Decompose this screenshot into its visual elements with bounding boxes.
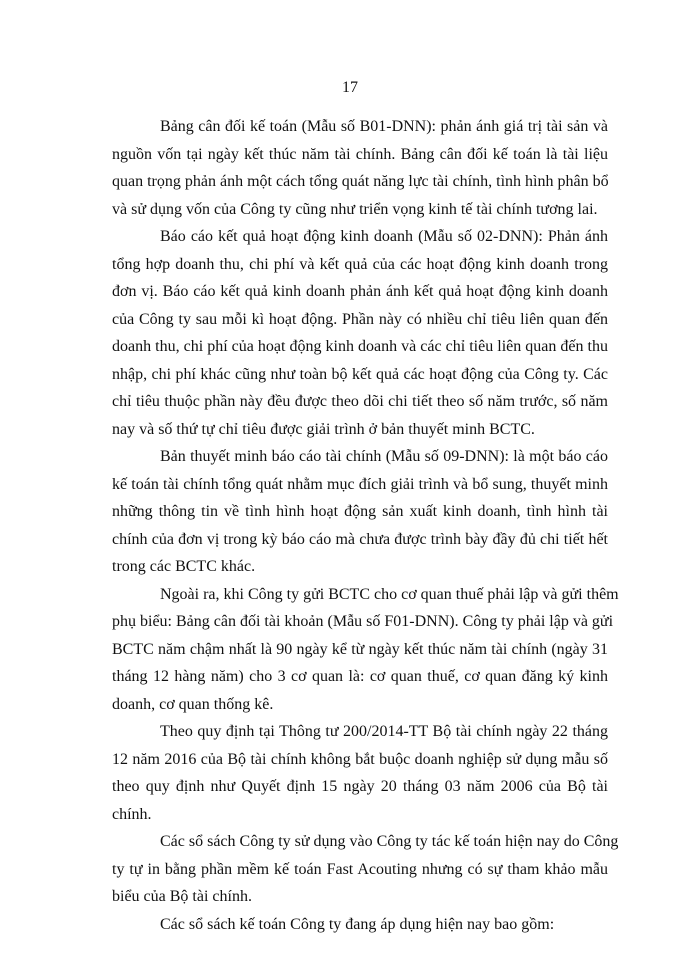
text-line: nguồn vốn tại ngày kết thúc năm tài chính. Bảng cân đối kế toán là tài liệu <box>112 145 608 163</box>
text-line: chính. <box>112 805 152 823</box>
text-line: những thông tin về tình hình hoạt động sản xuất kinh doanh, tình hình tài <box>112 503 608 520</box>
text-line: chính của đơn vị trong kỳ báo cáo mà chưa được trình bày đầy đủ chi tiết hết <box>112 530 608 548</box>
text-line: Bảng cân đối kế toán (Mẫu số B01-DNN): phản ánh giá trị tài sản và <box>160 118 608 135</box>
text-line: phụ biểu: Bảng cân đối tài khoản (Mẫu số F01-DNN). Công ty phải lập và gửi <box>112 613 614 630</box>
text-line: đơn vị. Báo cáo kết quả kinh doanh phản ánh kết quả hoạt động kinh doanh <box>112 283 608 300</box>
text-line: chỉ tiêu thuộc phần này đều được theo dõi chi tiết theo số năm trước, số năm <box>112 393 608 410</box>
text-line: 12 năm 2016 của Bộ tài chính không bắt buộc doanh nghiệp sử dụng mẫu số <box>112 750 608 768</box>
text-line: Các sổ sách Công ty sử dụng vào Công ty tác kế toán hiện nay do Công <box>160 833 619 850</box>
text-line: Bản thuyết minh báo cáo tài chính (Mẫu số 09-DNN): là một báo cáo <box>160 448 608 465</box>
text-line: nhập, chi phí khác cũng như toàn bộ kết quả các hoạt động của Công ty. Các <box>112 365 608 383</box>
text-line: Ngoài ra, khi Công ty gửi BCTC cho cơ quan thuế phải lập và gửi thêm <box>160 585 619 603</box>
paragraph-books-list-intro <box>112 911 608 939</box>
text-line: kế toán tài chính tổng quát nhằm mục đích giải trình và bổ sung, thuyết minh <box>112 475 608 493</box>
text-line: BCTC năm chậm nhất là 90 ngày kể từ ngày kết thúc năm tài chính (ngày 31 <box>112 640 608 658</box>
text-line: và sử dụng vốn của Công ty cũng như triển vọng kinh tế tài chính tương lai. <box>112 200 598 218</box>
text-line: của Công ty sau mỗi kì hoạt động. Phần này có nhiều chỉ tiêu liên quan đến <box>112 310 608 328</box>
text-line: tổng hợp doanh thu, chi phí và kết quả của các hoạt động kinh doanh trong <box>112 255 608 273</box>
paragraph-accounting-software <box>112 828 619 911</box>
paragraph-tax-submission <box>112 581 619 719</box>
text-line: Các sổ sách kế toán Công ty đang áp dụng hiện nay bao gồm: <box>160 915 555 933</box>
text-line: Báo cáo kết quả hoạt động kinh doanh (Mẫu số 02-DNN): Phản ánh <box>160 228 608 245</box>
page-number: 17 <box>342 79 358 96</box>
text-line: ty tự in bằng phần mềm kế toán Fast Acouting nhưng có sự tham khảo mẫu <box>112 860 608 878</box>
body-text <box>112 113 619 938</box>
text-line: trong các BCTC khác. <box>112 558 256 575</box>
paragraph-financial-notes <box>112 443 608 581</box>
paragraph-income-statement <box>112 223 608 443</box>
text-line: tháng 12 hàng năm) cho 3 cơ quan là: cơ quan thuế, cơ quan đăng ký kinh <box>112 668 608 685</box>
text-line: biểu của Bộ tài chính. <box>112 888 252 905</box>
text-line: doanh, cơ quan thống kê. <box>112 695 274 713</box>
paragraph-regulation <box>112 718 608 828</box>
text-line: quan trọng phản ánh một cách tổng quát năng lực tài chính, tình hình phân bổ <box>112 173 609 190</box>
text-line: theo quy định như Quyết định 15 ngày 20 tháng 03 năm 2006 của Bộ tài <box>112 778 608 795</box>
text-line: doanh thu, chi phí của hoạt động kinh doanh và các chỉ tiêu liên quan đến thu <box>112 338 608 355</box>
paragraph-balance-sheet <box>112 113 608 223</box>
text-line: nay và số thứ tự chỉ tiêu được giải trình ở bản thuyết minh BCTC. <box>112 420 535 438</box>
text-line: Theo quy định tại Thông tư 200/2014-TT Bộ tài chính ngày 22 tháng <box>160 723 608 740</box>
